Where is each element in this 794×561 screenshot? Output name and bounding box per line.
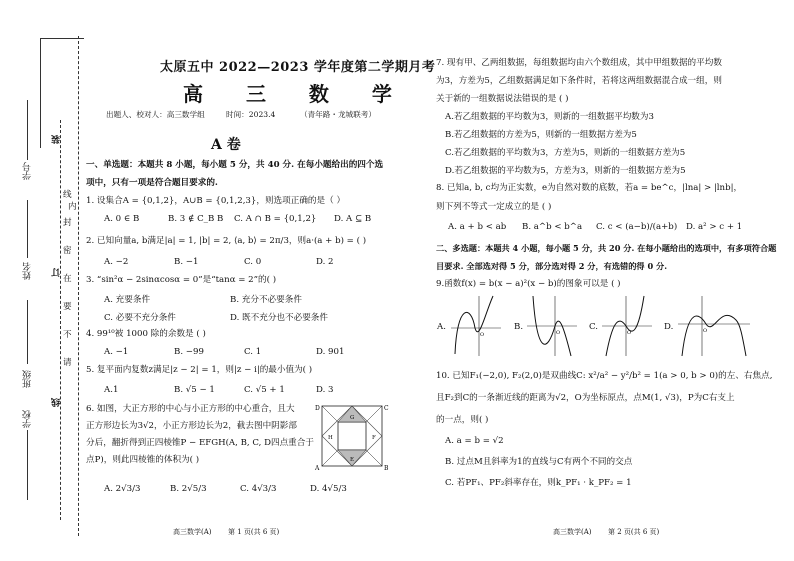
q8-option-c: C. c < (a−b)/(a+b)	[596, 222, 678, 232]
seal-char: 密	[63, 246, 72, 256]
footer-page-right: 第 2 页(共 6 页)	[608, 528, 660, 536]
question-2: 2. 已知向量a, b满足|a| = 1, |b| = 2, ⟨a, b⟩ = 2π/3，则a·(a + b) = ( )	[86, 236, 367, 246]
margin-rule	[40, 38, 84, 39]
q9-graph-a	[449, 294, 503, 358]
question-10-line-1: 10. 已知F₁(−2,0), F₂(2,0)是双曲线C: x²/a² − y²/b² = 1(a > 0, b > 0)的左、右焦点,	[436, 371, 773, 381]
q4-option-d: D. 901	[316, 347, 345, 357]
q3-option-c: C. 必要不充分条件	[104, 313, 176, 323]
q2-option-a: A. −2	[104, 257, 129, 267]
label-b: B	[384, 465, 389, 472]
binding-line-inner	[60, 120, 61, 520]
question-4: 4. 99¹⁰被 1000 除的余数是 ( )	[86, 329, 206, 339]
label-c: C	[384, 405, 389, 412]
label-name: 姓名	[23, 262, 33, 280]
part1-instructions-2: 项中，只有一项是符合题目要求的.	[86, 178, 218, 188]
q2-option-b: B. −1	[174, 257, 199, 267]
question-9: 9.函数f(x) = b(x − a)²(x − b)的图象可以是 ( )	[436, 279, 621, 289]
svg-text:O: O	[556, 330, 561, 336]
question-8-line-1: 8. 已知a, b, c均为正实数，e为自然对数的底数，若a = be^c，|lna| > |lnb|，	[436, 183, 743, 193]
label-e: E	[350, 457, 355, 463]
q10-option-c: C. 若PF₁、PF₂斜率存在，则k_PF₁ · k_PF₂ = 1	[445, 478, 632, 488]
section-a-heading: A 卷	[211, 137, 241, 153]
q3-option-b: B. 充分不必要条件	[230, 295, 302, 305]
label-h: H	[328, 435, 333, 441]
seal-char: 在	[63, 274, 72, 284]
field-line-school	[27, 430, 28, 500]
q2-option-c: C. 0	[244, 257, 262, 267]
svg-text:O: O	[703, 328, 708, 334]
binding-line-outer	[78, 36, 79, 536]
q4-option-a: A. −1	[104, 347, 129, 357]
inner-square	[338, 422, 366, 450]
q3-option-a: A. 充要条件	[104, 295, 151, 305]
question-5: 5. 复平面内复数z满足|z − 2| = 1，则|z − i|的最小值为( )	[86, 365, 313, 375]
q7-option-d: D.若乙组数据的平均数为5，方差为3，则新的一组数据方差为5	[445, 166, 686, 176]
exam-title: 太原五中 2022—2023 学年度第二学期月考	[160, 60, 436, 75]
label-class: 班级	[23, 370, 33, 388]
q7-option-c: C.若乙组数据的平均数为3，方差为5，则新的一组数据方差为5	[445, 148, 686, 158]
part2-instructions-2: 目要求. 全部选对得 5 分，部分选对得 2 分，有选错的得 0 分.	[436, 261, 668, 271]
meta-time: 时间：2023.4	[226, 110, 276, 119]
question-7-line-1: 7. 现有甲、乙两组数据，每组数据均由六个数组成，其中甲组数据的平均数	[436, 58, 722, 68]
seal-char: 要	[63, 302, 72, 312]
question-6-line-1: 6. 如图，大正方形的中心与小正方形的中心重合，且大	[86, 404, 295, 414]
part2-instructions-1: 二、多选题：本题共 4 小题，每小题 5 分，共 20 分. 在每小题给出的选项中，有多项符合题	[436, 243, 777, 253]
q1-option-b: B. 3 ∉ C_B B	[168, 214, 224, 224]
q3-option-d: D. 既不充分也不必要条件	[230, 313, 328, 323]
margin-rule-v	[40, 38, 41, 148]
q9-option-b-label: B.	[514, 322, 524, 332]
q6-option-d: D. 4√5/3	[310, 484, 347, 494]
q1-option-c: C. A ∩ B = {0,1,2}	[234, 214, 317, 224]
seal-char: 封	[63, 218, 72, 228]
field-line-id	[27, 100, 28, 160]
q8-option-b: B. a^b < b^a	[522, 222, 583, 232]
q1-option-d: D. A ⊆ B	[334, 214, 372, 224]
q8-option-a: A. a + b < ab	[448, 222, 507, 232]
q5-option-a: A.1	[104, 385, 119, 395]
label-g: G	[350, 415, 355, 421]
question-1: 1. 设集合A = {0,1,2}，A∪B = {0,1,2,3}，则选项正确的是（ ）	[86, 196, 346, 206]
field-line-name	[27, 200, 28, 258]
question-7-line-3: 关于新的一组数据说法错误的是 ( )	[436, 94, 569, 104]
label-f: F	[372, 435, 376, 441]
q9-graph-c	[600, 294, 654, 358]
footer-subject-right: 高三数学(A)	[553, 528, 592, 536]
question-6-line-2: 正方形边长为3√2，小正方形边长为2，截去图中阴影部	[86, 421, 297, 431]
label-school: 学校	[23, 410, 33, 428]
seal-char: 不	[63, 330, 72, 340]
label-student-id: 学号	[23, 162, 33, 180]
marker-zhuang: 装	[52, 135, 62, 144]
question-3: 3. “sin²α − 2sinαcosα = 0”是“tanα = 2”的( )	[86, 275, 277, 285]
q7-option-b: B.若乙组数据的方差为5，则新的一组数据方差为5	[445, 130, 637, 140]
q4-option-b: B. −99	[174, 347, 204, 357]
q10-option-a: A. a = b = √2	[445, 436, 504, 446]
question-8-line-2: 则下列不等式一定成立的是 ( )	[436, 202, 552, 212]
q7-option-a: A.若乙组数据的平均数为3，则新的一组数据平均数为3	[445, 112, 654, 122]
footer-subject-left: 高三数学(A)	[173, 528, 212, 536]
q5-option-d: D. 3	[316, 385, 334, 395]
part1-instructions-1: 一、单选题：本题共 8 小题，每小题 5 分，共 40 分. 在每小题给出的四个选	[86, 160, 384, 170]
seal-char: 请	[63, 358, 72, 368]
q4-option-c: C. 1	[244, 347, 262, 357]
svg-text:O: O	[480, 332, 485, 338]
label-a: A	[315, 465, 320, 472]
label-d: D	[315, 405, 320, 412]
marker-xian: 线	[52, 398, 62, 407]
q6-option-b: B. 2√5/3	[170, 484, 207, 494]
q9-option-d-label: D.	[664, 322, 674, 332]
footer-page-left: 第 1 页(共 6 页)	[228, 528, 280, 536]
q9-option-a-label: A.	[437, 322, 446, 332]
square-figure	[314, 400, 390, 472]
q9-option-c-label: C.	[589, 322, 599, 332]
q9-graph-d	[676, 294, 752, 358]
q9-graph-b	[525, 294, 579, 358]
meta-authors: 出题人、校对人：高三数学组	[106, 110, 205, 119]
svg-text:O: O	[627, 330, 632, 336]
q10-option-b: B. 过点M且斜率为1的直线与C有两个不同的交点	[445, 457, 633, 467]
q1-option-a: A. 0 ∈ B	[104, 214, 140, 224]
subject-title: 高 三 数 学	[183, 82, 410, 106]
seal-char: 线	[63, 190, 72, 200]
q8-option-d: D. a² > c + 1	[686, 222, 743, 232]
seal-char: 内	[68, 202, 77, 212]
q2-option-d: D. 2	[316, 257, 334, 267]
field-line-class	[27, 300, 28, 364]
q5-option-c: C. √5 + 1	[244, 385, 285, 395]
question-6-line-4: 点P)，则此四棱锥的体积为( )	[86, 455, 200, 465]
question-7-line-2: 为3，方差为5，乙组数据满足如下条件时，若将这两组数据混合成一组，则	[436, 76, 722, 86]
question-10-line-2: 且F₂到C的一条渐近线的距离为√2，O为坐标原点，点M(1, √3)，P为C右支上	[436, 393, 735, 403]
question-10-line-3: 的一点，则( )	[436, 415, 489, 425]
meta-edition: （青年路・龙城联考）	[300, 110, 376, 119]
question-6-line-3: 分后，翻折得到正四棱锥P − EFGH(A, B, C, D四点重合于	[86, 438, 314, 448]
marker-ding: 订	[52, 268, 62, 277]
q5-option-b: B. √5 − 1	[174, 385, 215, 395]
q6-option-a: A. 2√3/3	[104, 484, 141, 494]
q6-option-c: C. 4√3/3	[240, 484, 277, 494]
